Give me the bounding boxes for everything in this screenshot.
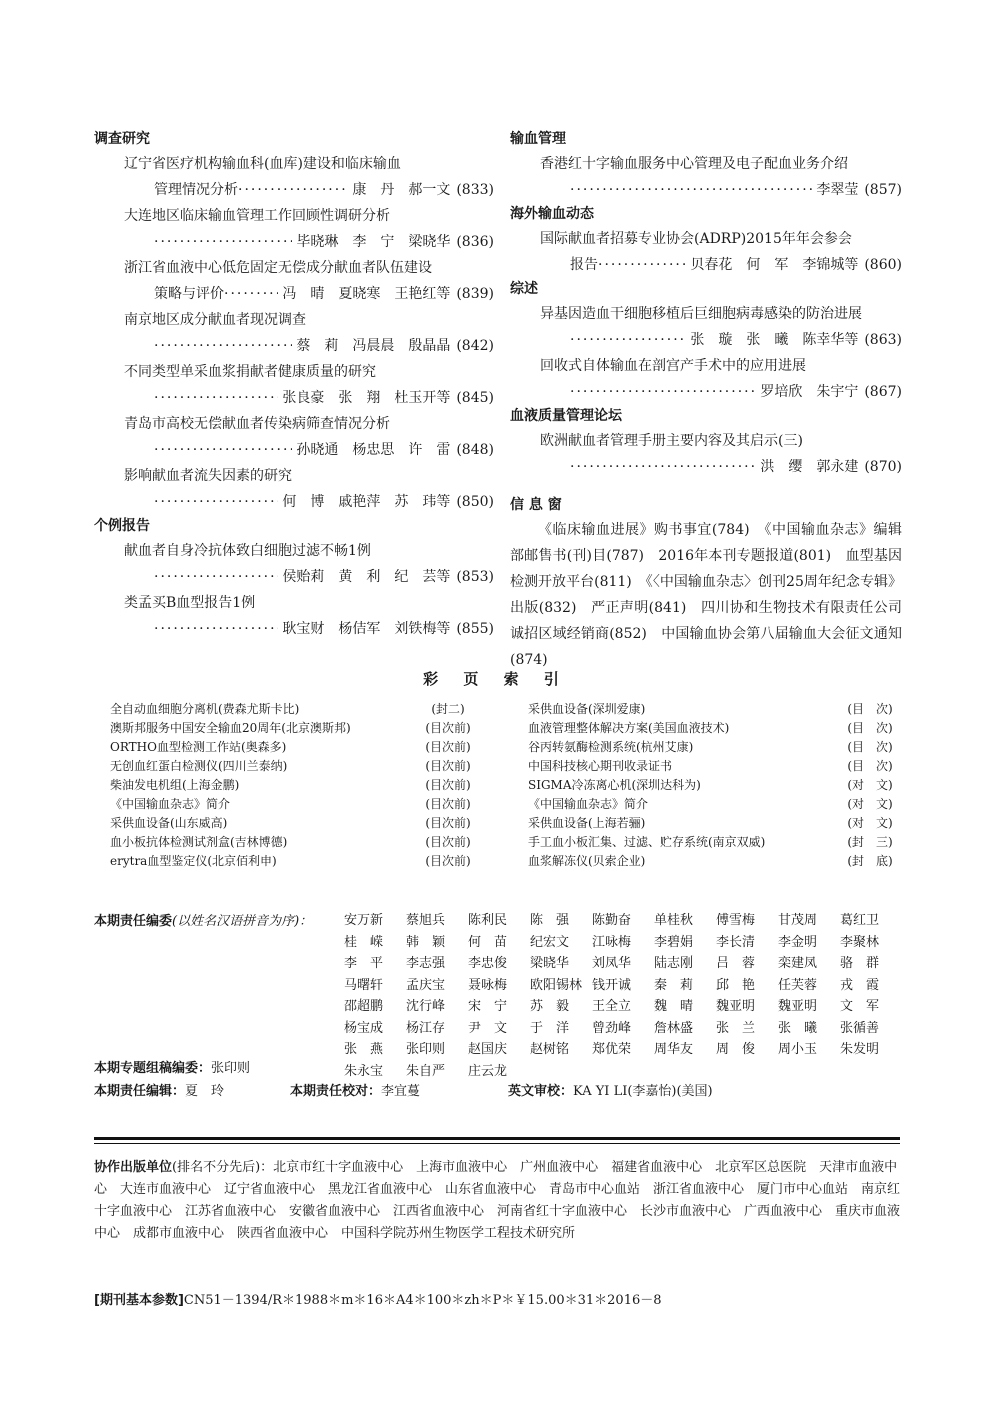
editor-name: 郑优荣: [592, 1042, 632, 1057]
article-byline: [94, 333, 494, 359]
editor-name: 张循善: [840, 1020, 880, 1036]
leader-dots: [154, 333, 292, 359]
color-index-row: [528, 833, 898, 852]
special-editor-line: [94, 1057, 250, 1076]
editor-name: 韩 颖: [406, 934, 446, 950]
article-page: (839): [456, 286, 494, 302]
leader-dots: [570, 379, 756, 405]
color-index-name: 采供血设备(深圳爱康): [528, 702, 646, 716]
article-page: (848): [456, 442, 494, 458]
proof-label: 本期责任校对：: [290, 1084, 382, 1099]
article-title: 不同类型单采血浆捐献者健康质量的研究: [124, 364, 376, 380]
co-publishers: [94, 1157, 904, 1245]
toc-right-column: [510, 128, 902, 673]
article-title-cont: 管理情况分析: [154, 182, 238, 198]
article-title: 国际献血者招募专业协会(ADRP)2015年年会参会: [540, 231, 852, 247]
editor-names: [344, 910, 904, 1082]
article-authors: 李翠莹: [816, 182, 859, 198]
editor-name: 朱永宝: [344, 1063, 384, 1079]
editor-name: 聂咏梅: [468, 977, 508, 993]
toc-left-column: [94, 128, 494, 642]
article-byline: [510, 454, 902, 480]
staff-line: [94, 1080, 900, 1099]
article-title: 青岛市高校无偿献血者传染病筛查情况分析: [124, 416, 390, 432]
article-byline: [94, 281, 494, 307]
color-index-row: [528, 795, 898, 814]
editor-name: 孟庆宝: [406, 977, 446, 993]
editor-name: 纪宏文: [530, 934, 570, 950]
article-byline: [94, 489, 494, 515]
article-title-cont: 策略与评价: [154, 286, 224, 302]
article-authors: 张 璇 张 曦 陈幸华等: [690, 332, 859, 348]
editor-name: 赵树铭: [530, 1042, 570, 1057]
color-index-row: [110, 757, 476, 776]
divider-thick: [94, 1137, 900, 1140]
article-page: (845): [456, 390, 494, 406]
editor-name: 单桂秋: [654, 913, 694, 928]
editor-name: 詹林盛: [654, 1020, 694, 1036]
editor-name: 苏 毅: [530, 999, 570, 1014]
article-title: 类孟买B血型报告1例: [124, 595, 256, 611]
editor-name: 秦 莉: [654, 977, 694, 993]
leader-dots: [570, 177, 812, 203]
article-authors: 孙晓通 杨忠思 许 雷: [296, 442, 451, 458]
article-byline: [510, 379, 902, 405]
co-publishers-note: (排名不分先后)：: [172, 1160, 274, 1175]
editor-name: 周华友: [654, 1042, 694, 1057]
color-index-left: [110, 700, 476, 871]
color-index-position: (目次前): [425, 797, 471, 811]
article-byline: [510, 327, 902, 353]
editor-name: 戎 霞: [840, 977, 880, 993]
leader-dots: [154, 489, 278, 515]
leader-dots: [154, 616, 278, 642]
editor-name: 王全立: [592, 999, 632, 1014]
editor-name: 李长清: [716, 934, 756, 950]
color-index-position: (目次前): [425, 740, 471, 754]
editorial-board-note: (以姓名汉语拼音为序)：: [172, 914, 313, 929]
color-index-name: 采供血设备(山东威高): [110, 816, 228, 830]
leader-dots: [224, 281, 278, 307]
color-index-position: (封 三): [847, 835, 893, 849]
info-window: [510, 494, 902, 673]
co-publishers-label: 协作出版单位: [94, 1160, 173, 1175]
editor-name: 李忠俊: [468, 956, 508, 971]
color-index-position: (对 文): [847, 816, 893, 830]
article-page: (860): [864, 257, 902, 273]
editor-name: 张 兰: [716, 1020, 756, 1036]
leader-dots: [598, 252, 686, 278]
editorial-board-label: 本期责任编委(以姓名汉语拼音为序)：: [94, 914, 313, 929]
editor-name: 陆志刚: [654, 956, 694, 971]
editor-name: 周小玉: [778, 1042, 818, 1057]
color-index-name: erytra血型鉴定仪(北京佰利申): [110, 854, 277, 868]
editor-name: 任芙蓉: [778, 977, 818, 993]
article-page: (850): [456, 494, 494, 510]
color-index-name: 血小板抗体检测试剂盒(吉林博德): [110, 835, 288, 849]
color-index-name: 血液管理整体解决方案(美国血液技术): [528, 721, 730, 735]
color-index-position: (目次前): [425, 778, 471, 792]
color-index-right: [528, 700, 898, 871]
info-window-title: 信 息 窗: [510, 497, 562, 513]
section-heading: 输血管理: [510, 131, 566, 147]
color-index-row: [110, 719, 476, 738]
editor-name: 李 平: [344, 956, 384, 971]
article-byline: [94, 564, 494, 590]
section-heading: 综述: [510, 281, 538, 297]
editor-name: 李金明: [778, 934, 818, 950]
color-index-position: (目 次): [847, 740, 893, 754]
color-index-name: 谷丙转氨酶检测系统(杭州艾康): [528, 740, 694, 754]
editor-name: 栾建凤: [778, 956, 818, 971]
leader-dots: [570, 454, 756, 480]
color-index-position: (对 文): [847, 797, 893, 811]
editor-name: 赵国庆: [468, 1042, 508, 1057]
leader-dots: [154, 564, 278, 590]
leader-dots: [154, 229, 292, 255]
color-index-row: [528, 852, 898, 871]
editor-name: 魏亚明: [778, 999, 818, 1014]
editor-name: 沈行峰: [406, 999, 446, 1014]
editor-name: 梁晓华: [530, 956, 570, 971]
editor-name: 陈 强: [530, 913, 570, 928]
article-page: (867): [864, 384, 902, 400]
article-title: 献血者自身冷抗体致白细胞过滤不畅1例: [124, 543, 371, 559]
color-index-name: 无创血红蛋白检测仪(四川兰泰纳): [110, 759, 288, 773]
proof-name: 李宜蔓: [381, 1084, 421, 1099]
info-window-text: 《临床输血进展》购书事宜(784) 《中国输血杂志》编辑部邮售书(刊)目(787) 2016年本刊专题报道(801) 血型基因检测开放平台(811) 《〈中国输血杂志〉创刊25周年纪念专辑》出版(832) 严正声明(841) 四川协和生物技术有限责任公司诚招区域经销商(852) 中国输血协会第八届输血大会征文通知(874): [510, 522, 902, 668]
editor-name: 刘凤华: [592, 956, 632, 971]
color-index-row: [110, 700, 476, 719]
editor-name: 陈利民: [468, 913, 508, 928]
editor-name: 钱开诚: [592, 977, 632, 993]
english-name: KA YI LI(李嘉怡)(美国): [573, 1084, 713, 1099]
color-index-name: 血浆解冻仪(贝索企业): [528, 854, 646, 868]
article-title: 异基因造血干细胞移植后巨细胞病毒感染的防治进展: [540, 306, 862, 322]
article-authors: 张良豪 张 翔 杜玉开等: [282, 390, 451, 406]
color-index-row: [110, 833, 476, 852]
editor-name: 张 燕: [344, 1042, 384, 1057]
leader-dots: [154, 385, 278, 411]
color-index-row: [110, 852, 476, 871]
color-index-name: 采供血设备(上海若骊): [528, 816, 646, 830]
editor-name: 桂 嵘: [344, 934, 384, 950]
color-index-position: (目 次): [847, 702, 893, 716]
editor-name: 曾劲峰: [592, 1020, 632, 1036]
editor-name: 骆 群: [840, 956, 880, 971]
color-index-name: 中国科技核心期刊收录证书: [528, 759, 673, 773]
parameters-text: CN51－1394/R＊1988＊m＊16＊A4＊100＊zh＊P＊￥15.00＊31＊2016－8: [183, 1293, 662, 1308]
section-heading: 海外输血动态: [510, 206, 594, 222]
leader-dots: [570, 327, 686, 353]
article-byline: [94, 177, 494, 203]
co-publishers-text: 北京市红十字血液中心 上海市血液中心 广州血液中心 福建省血液中心 北京军区总医院 天津市血液中心 大连市血液中心 辽宁省血液中心 黑龙江省血液中心 山东省血液中心 青岛市中心血站 浙江省血液中心 厦门市中心血站 南京红十字血液中心 江苏省血液中心 安徽省血液中心 江西省血液中心 河南省红十字血液中心 长沙市血液中心 广西血液中心 重庆市血液中心 成都市血液中心 陕西省血液中心 中国科学院苏州生物医学工程技术研究所: [94, 1160, 901, 1241]
article-byline: [510, 177, 902, 203]
color-index-position: (封 底): [847, 854, 893, 868]
section-heading: 血液质量管理论坛: [510, 408, 622, 424]
article-authors: 毕晓琳 李 宁 梁晓华: [296, 234, 451, 250]
article-page: (870): [864, 459, 902, 475]
article-page: (855): [456, 621, 494, 637]
editor-name: 李志强: [406, 956, 446, 971]
editor-label: 本期责任编辑：: [94, 1084, 186, 1099]
editor-name: 尹 文: [468, 1020, 508, 1036]
color-index-row: [528, 700, 898, 719]
color-index-name: 全自动血细胞分离机(费森尤斯卡比): [110, 702, 300, 716]
color-index-name: 手工血小板汇集、过滤、贮存系统(南京双威): [528, 835, 766, 849]
divider-thin: [94, 1143, 900, 1144]
editor-name: 邱 艳: [716, 977, 756, 993]
article-byline: [510, 252, 902, 278]
color-index-row: [528, 738, 898, 757]
article-authors: 侯贻莉 黄 利 纪 芸等: [282, 569, 451, 585]
editor-name: 甘茂周: [778, 913, 818, 928]
color-index-position: (目次前): [425, 759, 471, 773]
article-page: (863): [864, 332, 902, 348]
editor-name: 江咏梅: [592, 934, 632, 950]
english-label: 英文审校：: [508, 1084, 574, 1099]
article-title: 影响献血者流失因素的研究: [124, 468, 292, 484]
color-index-position: (目次前): [425, 816, 471, 830]
article-title: 回收式自体输血在剖宫产手术中的应用进展: [540, 358, 806, 374]
color-index-name: 柴油发电机组(上海金鹏): [110, 778, 240, 792]
editor-name: 吕 蓉: [716, 956, 756, 971]
article-byline: [94, 229, 494, 255]
article-title: 大连地区临床输血管理工作回顾性调研分析: [124, 208, 390, 224]
editor-name: 葛红卫: [840, 913, 880, 928]
article-authors: 康 丹 郝一文: [352, 182, 451, 198]
color-index-position: (目次前): [425, 721, 471, 735]
special-editor-name: 张印则: [211, 1061, 251, 1076]
editor-name: 欧阳锡林: [530, 977, 583, 993]
editor-name: 陈勤奋: [592, 913, 632, 928]
article-page: (853): [456, 569, 494, 585]
journal-parameters: [94, 1289, 662, 1308]
color-index-name: ORTHO血型检测工作站(奥森多): [110, 740, 287, 754]
article-title: 南京地区成分献血者现况调查: [124, 312, 306, 328]
color-index-position: (目次前): [425, 854, 471, 868]
editor-name: 朱发明: [840, 1042, 880, 1057]
color-index-name: 《中国输血杂志》简介: [110, 797, 231, 811]
article-byline: [94, 437, 494, 463]
parameters-label: [期刊基本参数]: [94, 1293, 184, 1308]
leader-dots: [238, 177, 348, 203]
editor-name: 何 苗: [468, 934, 508, 950]
article-authors: 耿宝财 杨佶军 刘铁梅等: [282, 621, 451, 637]
article-title: 浙江省血液中心低危固定无偿成分献血者队伍建设: [124, 260, 432, 276]
editor-name: 张印则: [406, 1042, 446, 1057]
editor-name: 魏亚明: [716, 999, 756, 1014]
color-index-position: (对 文): [847, 778, 893, 792]
color-index-position: (目 次): [847, 721, 893, 735]
article-title: 香港红十字输血服务中心管理及电子配血业务介绍: [540, 156, 848, 172]
color-index-row: [110, 814, 476, 833]
article-title: 辽宁省医疗机构输血科(血库)建设和临床输血: [124, 156, 401, 172]
article-byline: [94, 385, 494, 411]
article-page: (842): [456, 338, 494, 354]
section-heading: 个例报告: [94, 518, 150, 534]
editor-name: 夏 玲: [185, 1084, 225, 1099]
color-index-name: 《中国输血杂志》简介: [528, 797, 649, 811]
editor-name: 李聚林: [840, 934, 880, 950]
color-index-row: [110, 795, 476, 814]
editor-name: 蔡旭兵: [406, 913, 446, 928]
editor-name: 杨宝成: [344, 1020, 384, 1036]
article-authors: 冯 晴 夏晓寒 王艳红等: [282, 286, 451, 302]
editor-name: 魏 晴: [654, 999, 694, 1014]
color-index-name: SIGMA冷冻离心机(深圳达科为): [528, 778, 701, 792]
section-heading: 调查研究: [94, 131, 150, 147]
editor-name: 马曙轩: [344, 977, 384, 993]
editor-name: 安万新: [344, 913, 384, 928]
color-index-row: [528, 719, 898, 738]
article-page: (833): [456, 182, 494, 198]
color-index-row: [528, 776, 898, 795]
article-authors: 罗培欣 朱宇宁: [760, 384, 859, 400]
editor-name: 杨江存: [406, 1020, 446, 1036]
article-title: 欧洲献血者管理手册主要内容及其启示(三): [540, 433, 803, 449]
color-index-position: (目次前): [425, 835, 471, 849]
article-authors: 洪 缨 郭永建: [760, 459, 859, 475]
article-page: (836): [456, 234, 494, 250]
color-index-row: [528, 814, 898, 833]
editor-name: 宋 宁: [468, 999, 508, 1014]
editor-name: 李碧娟: [654, 934, 694, 950]
special-editor-label: 本期专题组稿编委：: [94, 1061, 212, 1076]
color-index-row: [528, 757, 898, 776]
color-index-position: (封二): [431, 702, 465, 716]
color-index-position: (目 次): [847, 759, 893, 773]
editor-name: 于 洋: [530, 1020, 570, 1036]
article-page: (857): [864, 182, 902, 198]
editor-name: 周 俊: [716, 1042, 756, 1057]
color-index-title: 彩 页 索 引: [423, 670, 569, 688]
editor-name: 傅雪梅: [716, 913, 756, 928]
leader-dots: [154, 437, 292, 463]
color-index-row: [110, 738, 476, 757]
color-index-name: 澳斯邦服务中国安全输血20周年(北京澳斯邦): [110, 721, 351, 735]
editor-name: 张 曦: [778, 1020, 818, 1036]
article-title-cont: 报告: [570, 257, 598, 273]
article-authors: 何 博 戚艳萍 苏 玮等: [282, 494, 451, 510]
editor-name: 邵超鹏: [344, 999, 384, 1014]
color-index-row: [110, 776, 476, 795]
editor-name: 文 军: [840, 999, 880, 1014]
article-authors: 贝春花 何 军 李锦城等: [690, 257, 859, 273]
article-byline: [94, 616, 494, 642]
editor-name: 朱自严: [406, 1063, 446, 1079]
editor-name: 庄云龙: [468, 1063, 508, 1079]
article-authors: 蔡 莉 冯晨晨 殷晶晶: [296, 338, 451, 354]
